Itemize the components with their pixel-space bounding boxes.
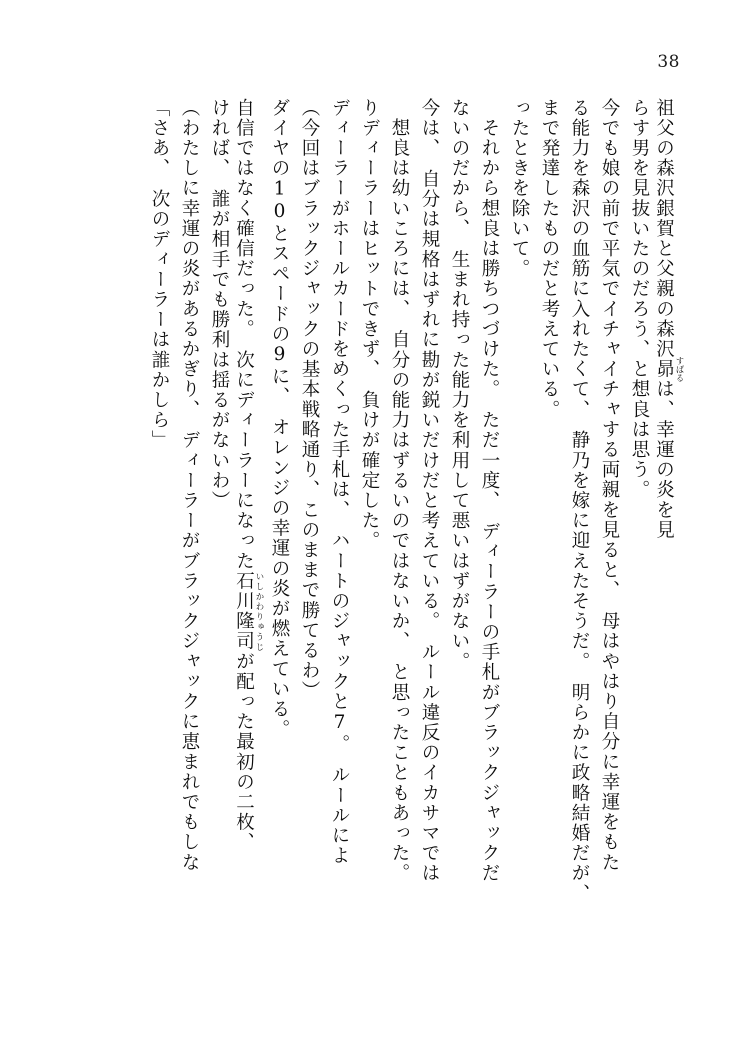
text-column: 今は、 自分は規格はずれに勘が鋭いだけだと考えている。 ルール違反のイカサマでは — [419, 98, 440, 884]
text-column: る能力を森沢の血筋に入れたくて、 静乃を嫁に迎えたそうだ。 明らかに政略結婚だが、 — [569, 98, 590, 904]
text-column: 祖父の森沢銀賀と父親の森沢昴 すばるは、幸運の炎を見 — [653, 98, 684, 541]
text-column: それから想良は勝ちつづけた。 ただ一度、 ディーラーの手札がブラックジャックだ — [479, 98, 500, 884]
text-column: ければ、 誰が相手でも勝利は揺るがないわ） — [209, 98, 230, 511]
text-column: 「さあ、 次のディーラーは誰かしら」 — [149, 98, 170, 451]
text-column: 今でも娘の前で平気でイチャイチャする両親を見ると、 母はやはり自分に幸運をもた — [599, 98, 620, 873]
text-column: 自信ではなく確信だった。 次にディーラーになった石川隆司 いしかわりゅうじが配った最初の二枚、 — [233, 98, 264, 853]
text-column: ったときを除いて。 — [509, 98, 530, 279]
text-column: ダイヤの10とスペードの9に、 オレンジの幸運の炎が燃えている。 — [269, 98, 290, 740]
page-body-text — [60, 98, 684, 977]
ruby-subaru: 昴 すばる — [653, 356, 684, 383]
ruby-ishikawa-ryuji: 石川隆司 いしかわりゅうじ — [233, 571, 264, 652]
text-column: まで発達したものだと考えている。 — [539, 98, 560, 420]
text-column: （今回はブラックジャックの基本戦略通り、このままで勝てるわ） — [299, 98, 320, 701]
page-number: 38 — [657, 52, 680, 72]
text-column: ないのだから、 生まれ持った能力を利用して悪いはずがない。 — [449, 98, 470, 672]
text-column: らす男を見抜いたのだろう、と想良は思う。 — [629, 98, 650, 500]
text-column: ディーラーがホールカードをめくった手札は、 ハートのジャックと7。 ルールによ — [329, 98, 350, 866]
text-column: りディーラーはヒットできず、 負けが確定した。 — [359, 98, 380, 552]
text-column: 想良は幼いころには、 自分の能力はずるいのではないか、 と思ったこともあった。 — [389, 98, 410, 884]
text-column: （わたしに幸運の炎があるかぎり、 ディーラーがブラックジャックに恵まれでもしな — [179, 98, 200, 873]
